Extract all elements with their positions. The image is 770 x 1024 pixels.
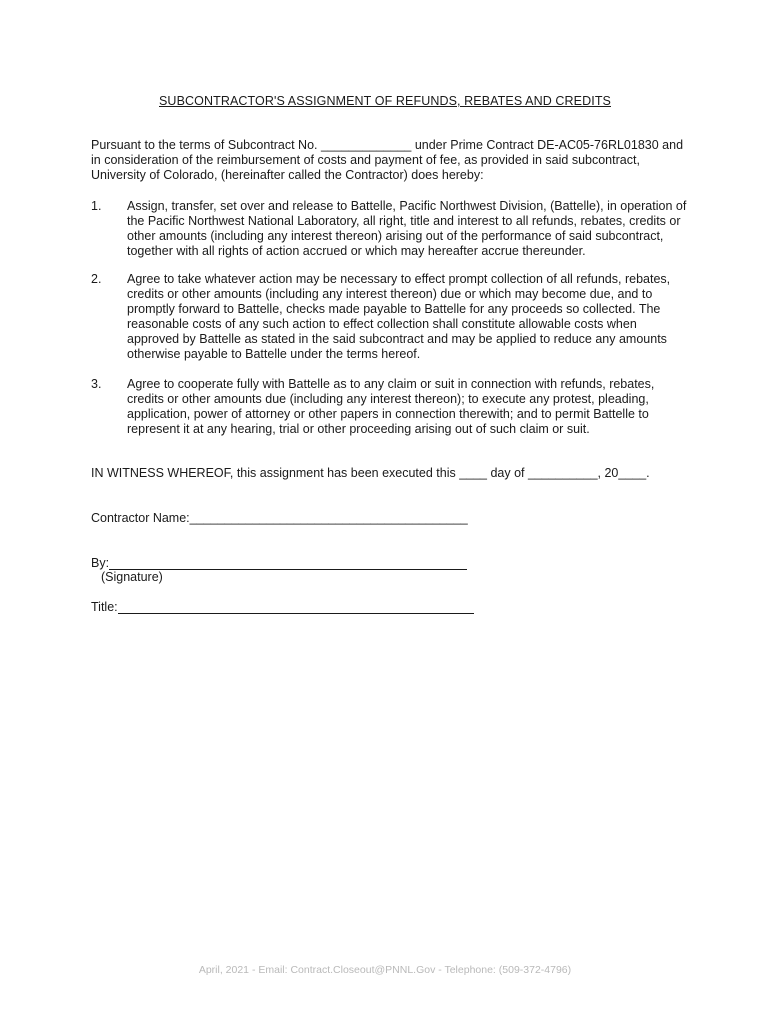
list-item-number: 2. [91,272,102,286]
footer-contact: April, 2021 - Email: Contract.Closeout@PNNL.Gov - Telephone: (509-372-4796) [198,964,572,976]
list-item-text: Assign, transfer, set over and release to Battelle, Pacific Northwest Division, (Battelle), in operation of the Pacific Northwest National Laboratory, all right, title and interest to all refunds, rebates, credits or other amounts (including any interest thereon) arising out of the performance of said subcontract, together with all rights of action accrued or which may hereafter accrue thereunder. [127,199,687,258]
list-item-number: 3. [91,377,102,391]
list-item-text: Agree to take whatever action may be necessary to effect prompt collection of all refunds, rebates, credits or other amounts (including any interest thereon) due or which may become due, and to promptly forward to Battelle, checks made payable to Battelle for any proceeds so collected. The reasonable costs of any such action to effect collection shall constitute allowable costs when approved by Battelle as stated in the said subcontract and may be applied to reduce any amounts otherwise payable to Battelle under the terms hereof. [127,272,671,361]
by-label: By: [91,556,110,570]
by-signature-line[interactable] [109,557,467,570]
signature-label: (Signature) [101,570,163,584]
document-title: SUBCONTRACTOR'S ASSIGNMENT OF REFUNDS, REBATES AND CREDITS [159,94,611,108]
list-item-number: 1. [91,199,102,213]
title-field[interactable] [91,600,474,614]
title-line[interactable] [118,601,474,614]
contractor-name-field[interactable]: Contractor Name:________________________________________ [91,511,468,525]
intro-paragraph: Pursuant to the terms of Subcontract No. _____________ under Prime Contract DE-AC05-76RL01830 and in consideration of the reimbursement of costs and payment of fee, as provided in said subcontract, University of Colorado, (hereinafter called the Contractor) does hereby: [91,138,684,182]
witness-statement: IN WITNESS WHEREOF, this assignment has been executed this ____ day of __________, 20____. [91,466,650,480]
list-item-text: Agree to cooperate fully with Battelle as to any claim or suit in connection with refunds, rebates, credits or other amounts due (including any interest thereon); to execute any protest, pleading, application, power of attorney or other papers in connection therewith; and to permit Battelle to represent it at any hearing, trial or other proceeding arising out of such claim or suit. [127,377,655,436]
by-field[interactable] [91,556,467,570]
title-label: Title: [91,600,118,614]
